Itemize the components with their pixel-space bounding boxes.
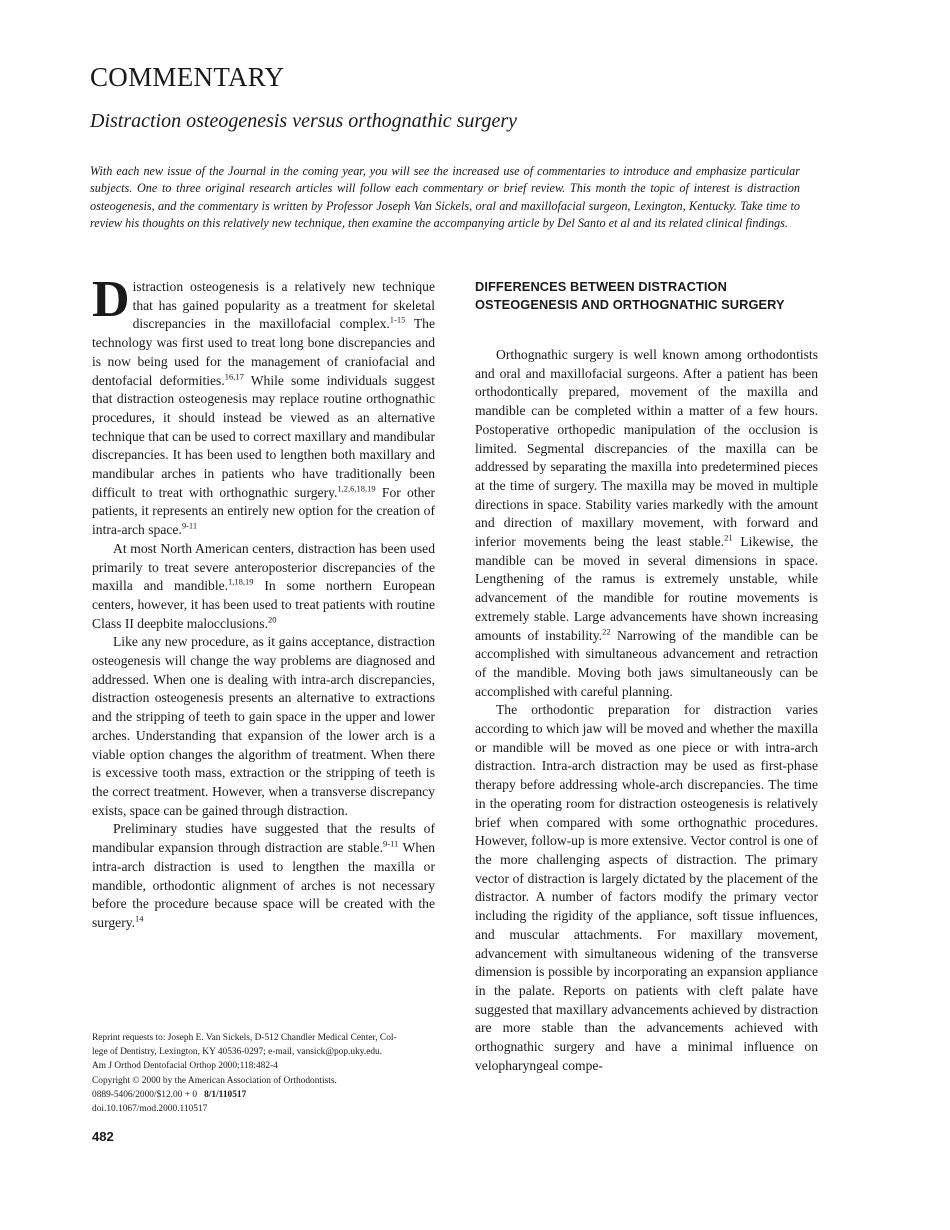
body-paragraph-1: Distraction osteogenesis is a relatively new technique that has gained popularity as a treatment for skeletal discrepancies in the maxillofacial complex.$^{1-15}$ The technology was first used to treat long bone discrepancies and is now being used for the management of craniofacial and dentofacial deformities.$^{16,17}$ While some individuals suggest that distraction osteogenesis may replace routine orthognathic procedures, it should instead be viewed as an alternative technique that can be used to correct maxillary and mandibular discrepancies. It has been used to lengthen both maxillary and mandibular arches in patients who have traditionally been difficult to treat with orthognathic surgery.$^{1,2,6,18,19}$ For other patients, it represents an entirely new option for the creation of intra-arch space.$^{9-11}$ [92,271,435,538]
citation-ref: 9-11 [181,520,198,531]
left-column [92,271,435,933]
citation-ref: 22 [602,626,611,637]
footnote-line: lege of Dentistry, Lexington, KY 40536-0297; e-mail, vansick@pop.uky.edu. [92,1047,383,1058]
citation-ref: 20 [267,614,277,625]
citation-ref: 1-15 [389,314,406,325]
section-title: COMMENTARY [90,62,285,92]
section-heading: DIFFERENCES BETWEEN DISTRACTION OSTEOGENESIS AND ORTHOGNATHIC SURGERY [475,279,785,312]
right-column [475,278,818,1075]
footnote-line: Copyright © 2000 by the American Association of Orthodontists. [92,1075,337,1086]
citation-ref: 14 [135,913,144,924]
citation-ref: 1,2,6,18,19 [337,483,376,494]
editor-introduction: With each new issue of the Journal in the coming year, you will see the increased use of commentaries to introduce and emphasize particular subjects. One to three original research articles will follow each commentary or brief review. This month the topic of interest is distraction osteogenesis, and the commentary is written by Professor Joseph Van Sickels, oral and maxillofacial surgeon, Lexington, Kentucky. Take time to review his thoughts on this relatively new technique, then examine the accompanying article by Del Santo et al and its related clinical findings. [90,164,800,231]
body-paragraph-4: Preliminary studies have suggested that the results of mandibular expansion through distraction are stable.$^{9-11}$ When intra-arch distraction is used to lengthen the maxilla or mandible, orthodontic alignment of arches is not necessary before the procedure because space will be created with the surgery.$^{14}$ [92,821,435,930]
citation-ref: 21 [724,532,733,543]
body-paragraph-6: The orthodontic preparation for distraction varies according to which jaw will be moved and whether the maxilla or mandible will be moved as one piece or with intra-arch distraction. Intra-arch distraction may be used as first-phase therapy before addressing whole-arch discrepancies. The time in the operating room for distraction osteogenesis is relatively brief when compared with some orthognathic procedures. However, follow-up is more extensive. Vector control is one of the more challenging aspects of distraction. The primary vector of distraction is largely dictated by the placement of the distractor. A number of factors modify the primary vector including the rigidity of the appliance, soft tissue influences, and muscular attachments. For maxillary movement, advancement with simultaneous widening of the transverse dimension is possible by incorporating an expansion appliance in the palate. Reports on patients with cleft palate have suggested that maxillary advancements achieved by distraction are more stable than the advancements achieved with orthognathic surgery and have a minimal influence on velopharyngeal compe- [475,702,818,1073]
body-paragraph-2: At most North American centers, distraction has been used primarily to treat severe anteroposterior discrepancies of the maxilla and mandible.$^{1,18,19}$ In some northern European centers, however, it has been used to treat patients with routine Class II deepbite malocclusions.$^{20}$ [92,540,435,631]
citation-ref: 16,17 [224,370,244,381]
drop-cap: D [92,271,130,328]
body-paragraph-5: Orthognathic surgery is well known among orthodontists and oral and maxillofacial surgeons. After a patient has been orthodontically prepared, movement of the maxilla and mandible can be completed within a matter of a few hours. Postoperative orthopedic manipulation of the occlusion is limited. Segmental discrepancies of the maxilla can be addressed by separating the maxilla into predetermined pieces at the time of surgery. The maxilla may be moved in multiple directions in space. Stability varies markedly with the amount and direction of maxillary movement, with forward and inferior movements being the least stable.$^{21}$ Likewise, the mandible can be moved in several dimensions in space. Lengthening of the ramus is extremely unstable, while advancement of the mandible for routine movements is extremely stable. Large advancements have shown increasing amounts of instability.$^{22}$ Narrowing of the mandible can be accomplished with simultaneous advancement and retraction of the mandible. Moving both jaws simultaneously can be accomplished with careful planning. [475,347,818,699]
body-paragraph-3: Like any new procedure, as it gains acceptance, distraction osteogenesis will change the way problems are diagnosed and addressed. When one is dealing with intra-arch discrepancies, distraction osteogenesis presents an alternative to extractions and the stripping of teeth to gain space in the upper and lower arches. Understanding that expansion of the lower arch is a viable option changes the algorithm of treatment. When there is excessive tooth mass, extraction or the stripping of teeth is the correct treatment. However, when a transverse discrepancy exists, space can be gained through distraction. [92,634,435,818]
article-title: Distraction osteogenesis versus orthognathic surgery [90,110,518,132]
reprint-footnote [92,1031,437,1116]
citation-ref: 9-11 [383,838,399,849]
page-number: 482 [92,1129,114,1144]
footnote-line: Reprint requests to: Joseph E. Van Sickels, D-512 Chandler Medical Center, Col- [92,1033,397,1043]
footnote-line: Am J Orthod Dentofacial Orthop 2000;118:482-4 [92,1061,278,1072]
citation-ref: 1,18,19 [228,576,254,587]
footnote-line: 0889-5406/2000/$12.00 + 0 8/1/110517 [92,1089,247,1100]
footnote-line: doi.10.1067/mod.2000.110517 [92,1104,208,1115]
